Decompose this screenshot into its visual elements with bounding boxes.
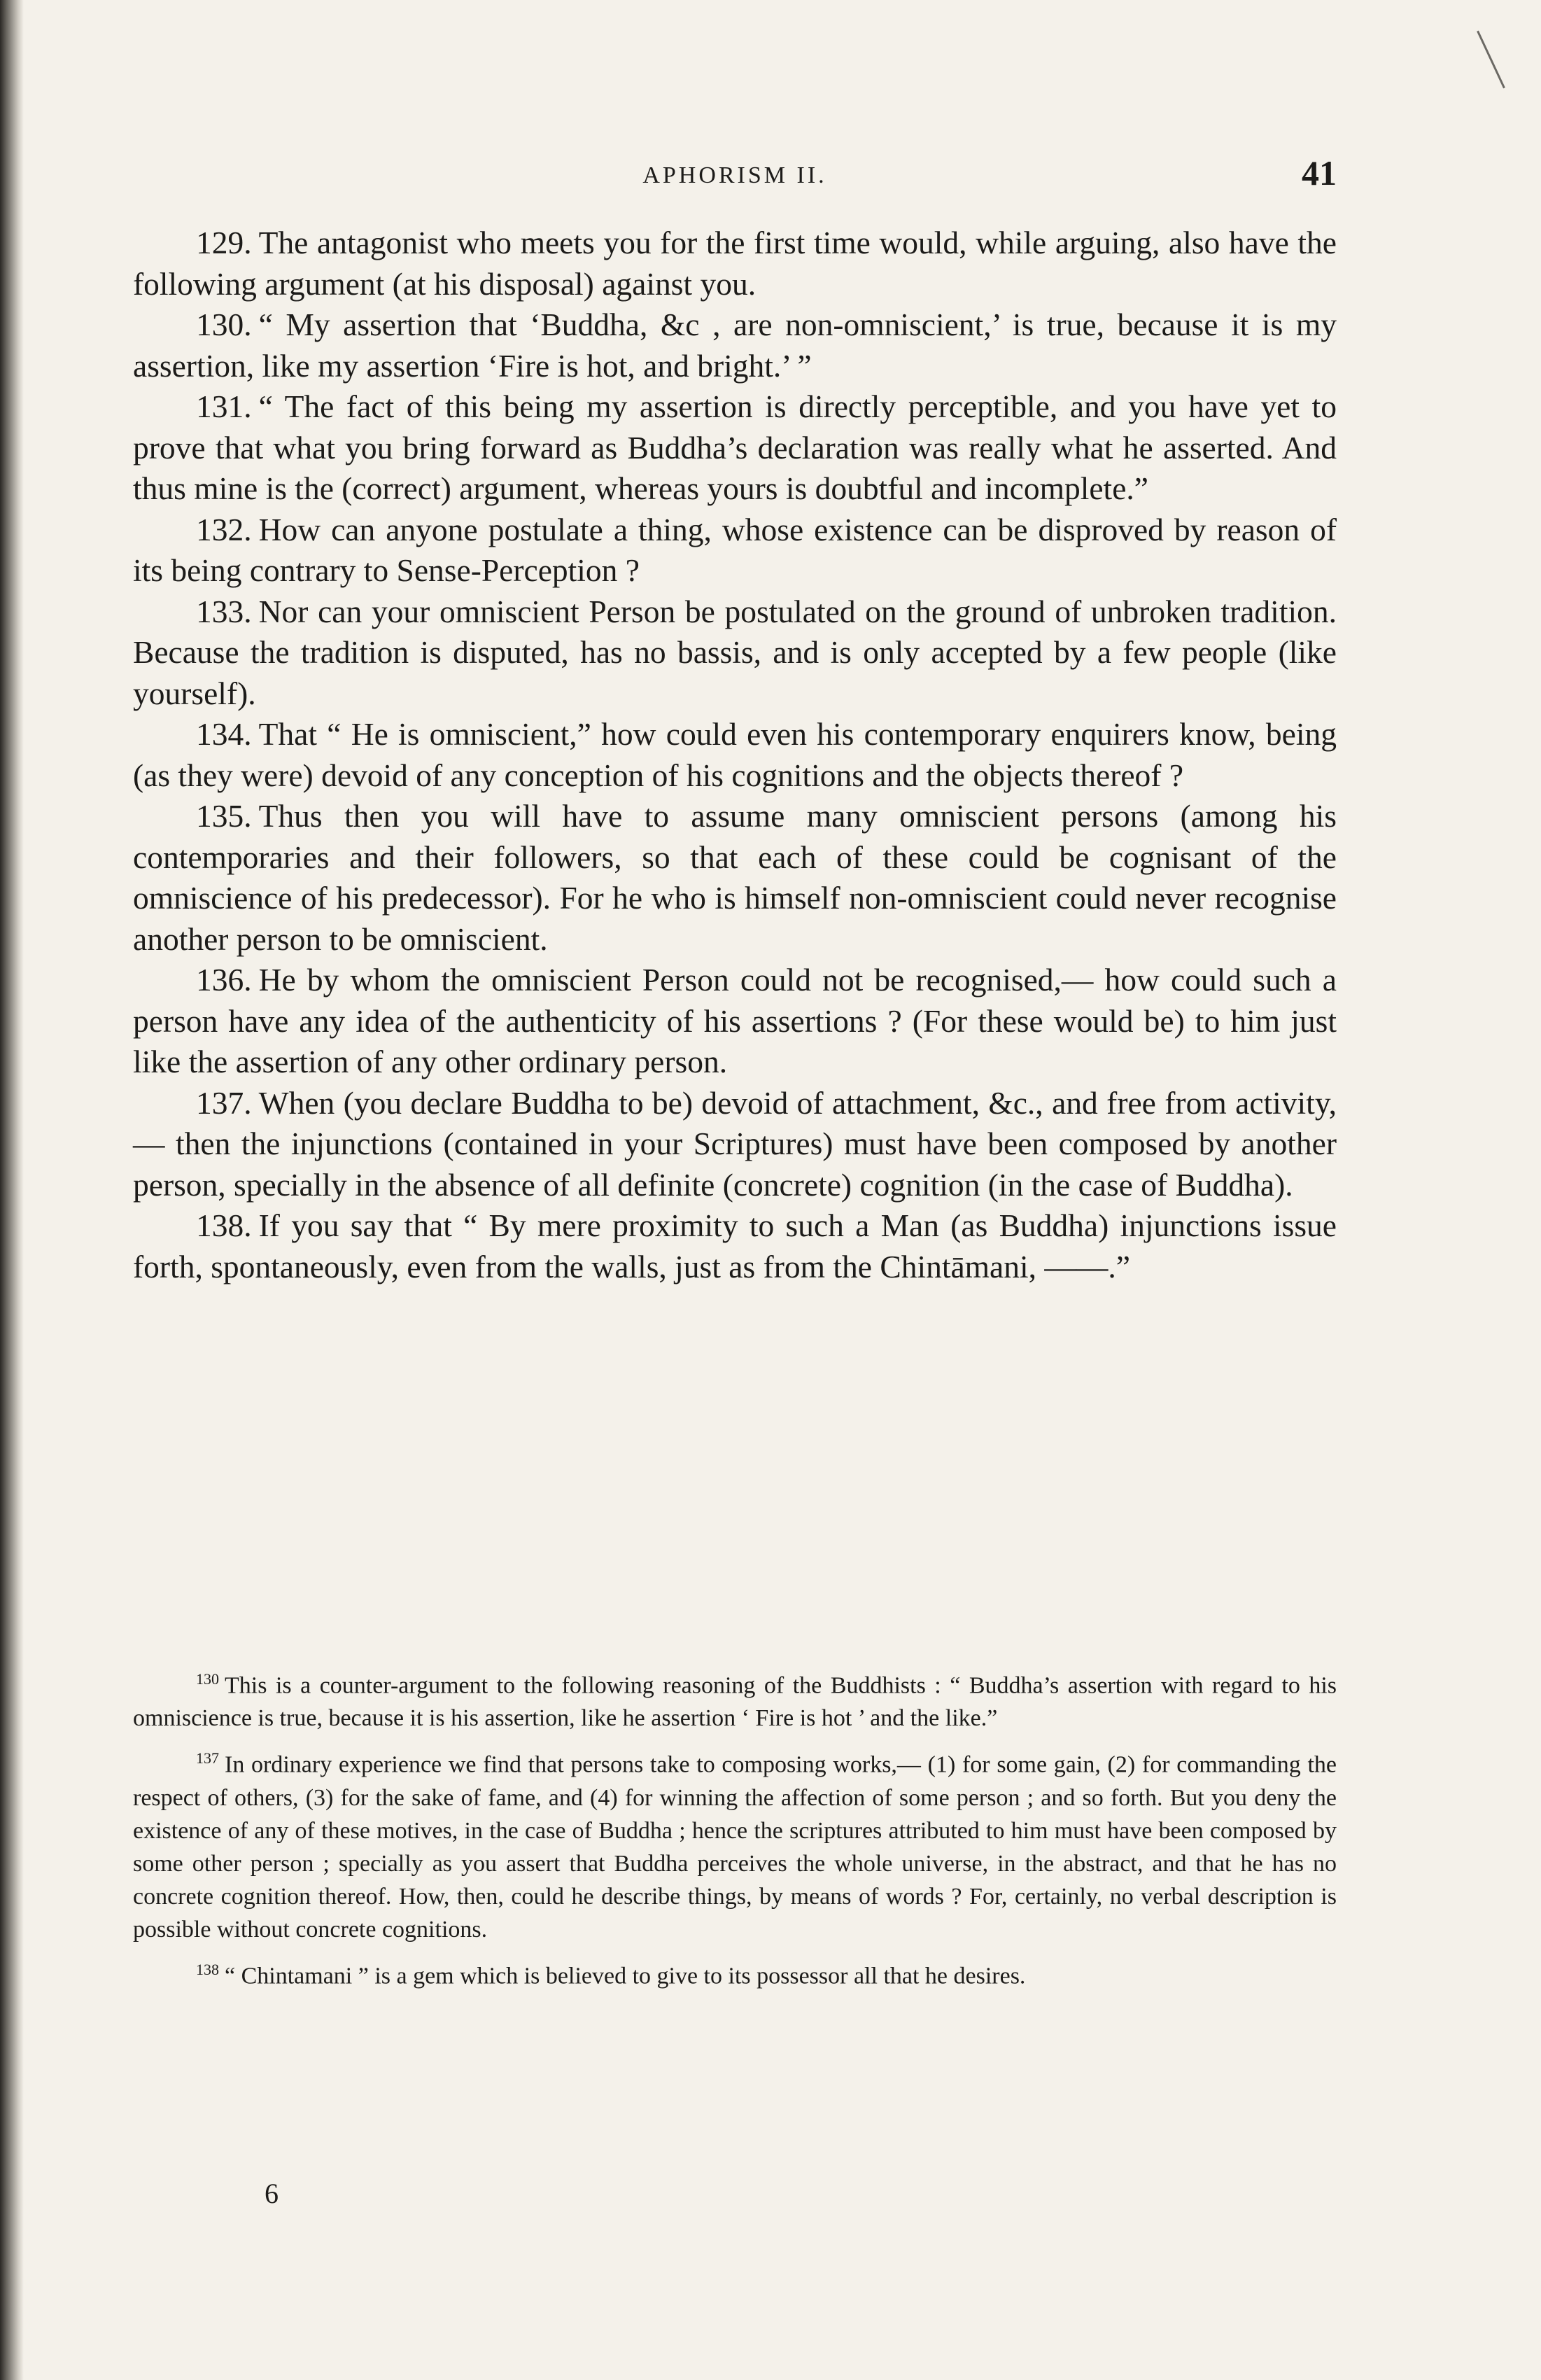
paragraph-133 bbox=[133, 592, 1337, 715]
paragraph-130 bbox=[133, 304, 1337, 386]
binding-edge bbox=[0, 0, 24, 2380]
page-number: 41 bbox=[1302, 153, 1337, 192]
scan-mark bbox=[1477, 31, 1505, 89]
paragraph-text: Thus then you will have to assume many omniscient persons (among his contemporaries and their followers, so that each of these could be cognisant of the omniscience of his predecessor). For he who is himself non-omniscient could never recognise another person to be omniscient. bbox=[133, 798, 1337, 957]
paragraph-number: 136. bbox=[196, 962, 252, 997]
paragraph-number: 133. bbox=[196, 593, 252, 629]
paragraph-text: “ The fact of this being my assertion is directly perceptible, and you have yet to prove that what you bring forward as Buddha’s declaration was really what he asserted. And thus mine is the (correct) argument, whereas yours is doubtful and incomplete.” bbox=[133, 388, 1337, 506]
running-head: APHORISM II. bbox=[642, 162, 827, 188]
signature-mark: 6 bbox=[265, 2178, 279, 2209]
paragraph-138 bbox=[133, 1205, 1337, 1287]
paragraph-129 bbox=[133, 223, 1337, 304]
paragraph-number: 135. bbox=[196, 798, 252, 834]
paragraph-number: 129. bbox=[196, 225, 252, 260]
paragraph-number: 132. bbox=[196, 511, 252, 547]
paragraph-text: Nor can your omniscient Person be postulated on the ground of unbroken tradition. Because the tradition is disputed, has no bassis, and is only accepted by a few people (like yourself). bbox=[133, 593, 1337, 711]
footnote-138 bbox=[133, 1953, 1337, 1992]
footnote-number: 137 bbox=[196, 1749, 219, 1768]
paragraph-text: He by whom the omniscient Person could not be recognised,— how could such a person have any idea of the authenticity of his assertions ? (For these would be) to him just like the assertion of any other ordinary person. bbox=[133, 962, 1337, 1079]
paragraph-number: 130. bbox=[196, 307, 252, 342]
paragraph-text: That “ He is omniscient,” how could even his contemporary enquirers know, being (as they were) devoid of any conception of his cognitions and the objects thereof ? bbox=[133, 716, 1337, 793]
paragraph-number: 138. bbox=[196, 1208, 252, 1243]
footnote-137 bbox=[133, 1742, 1337, 1945]
paragraph-number: 134. bbox=[196, 716, 252, 752]
paragraph-136 bbox=[133, 960, 1337, 1083]
paragraph-text: When (you declare Buddha to be) devoid of attachment, &c., and free from activity,— then the injunctions (contained in your Scriptures) must have been composed by another person, specially in the absence of all definite (concrete) cognition (in the case of Buddha). bbox=[133, 1084, 1337, 1203]
paragraph-text: How can anyone postulate a thing, whose existence can be disproved by reason of its being contrary to Sense-Perception ? bbox=[133, 511, 1337, 588]
footnotes bbox=[133, 1662, 1337, 1999]
paragraph-131 bbox=[133, 386, 1337, 510]
main-text bbox=[133, 223, 1337, 1287]
paragraph-137 bbox=[133, 1083, 1337, 1206]
footnote-number: 130 bbox=[196, 1670, 219, 1688]
paragraph-text: The antagonist who meets you for the first time would, while arguing, also have the following argument (at his disposal) against you. bbox=[133, 225, 1337, 302]
paragraph-text: If you say that “ By mere proximity to such a Man (as Buddha) injunctions issue forth, spontaneously, even from the walls, just as from the Chintāmani, ——.” bbox=[133, 1208, 1337, 1284]
footnote-text: This is a counter-argument to the following reasoning of the Buddhists : “ Buddha’s assertion with regard to his omniscience is true, because it is his assertion, like he assertion ‘ Fire is hot ’ and the like.” bbox=[133, 1672, 1337, 1732]
footnote-130 bbox=[133, 1662, 1337, 1735]
footnote-text: In ordinary experience we find that persons take to composing works,— (1) for some gain, (2) for commanding the respect of others, (3) for the sake of fame, and (4) for winning the affection of some person ; and so forth. But you deny the existence of any of these motives, in the case of Buddha ; hence the scriptures attributed to him must have been composed by some other person ; specially as you assert that Buddha perceives the whole universe, in the abstract, and that he has no concrete cognition thereof. How, then, could he describe things, by means of words ? For, certainly, no verbal description is possible without concrete cognitions. bbox=[133, 1751, 1337, 1942]
paragraph-134 bbox=[133, 714, 1337, 796]
paragraph-132 bbox=[133, 510, 1337, 592]
paragraph-135 bbox=[133, 796, 1337, 960]
page-header bbox=[133, 148, 1337, 197]
paragraph-number: 137. bbox=[196, 1084, 252, 1121]
paragraph-number: 131. bbox=[196, 388, 252, 424]
paragraph-text: “ My assertion that ‘Buddha, &c , are non-omniscient,’ is true, because it is my assertion, like my assertion ‘Fire is hot, and bright.’ ” bbox=[133, 307, 1337, 384]
footnote-number: 138 bbox=[196, 1960, 219, 1978]
footnote-text: “ Chintamani ” is a gem which is believed to give to its possessor all that he desires. bbox=[225, 1962, 1026, 1989]
